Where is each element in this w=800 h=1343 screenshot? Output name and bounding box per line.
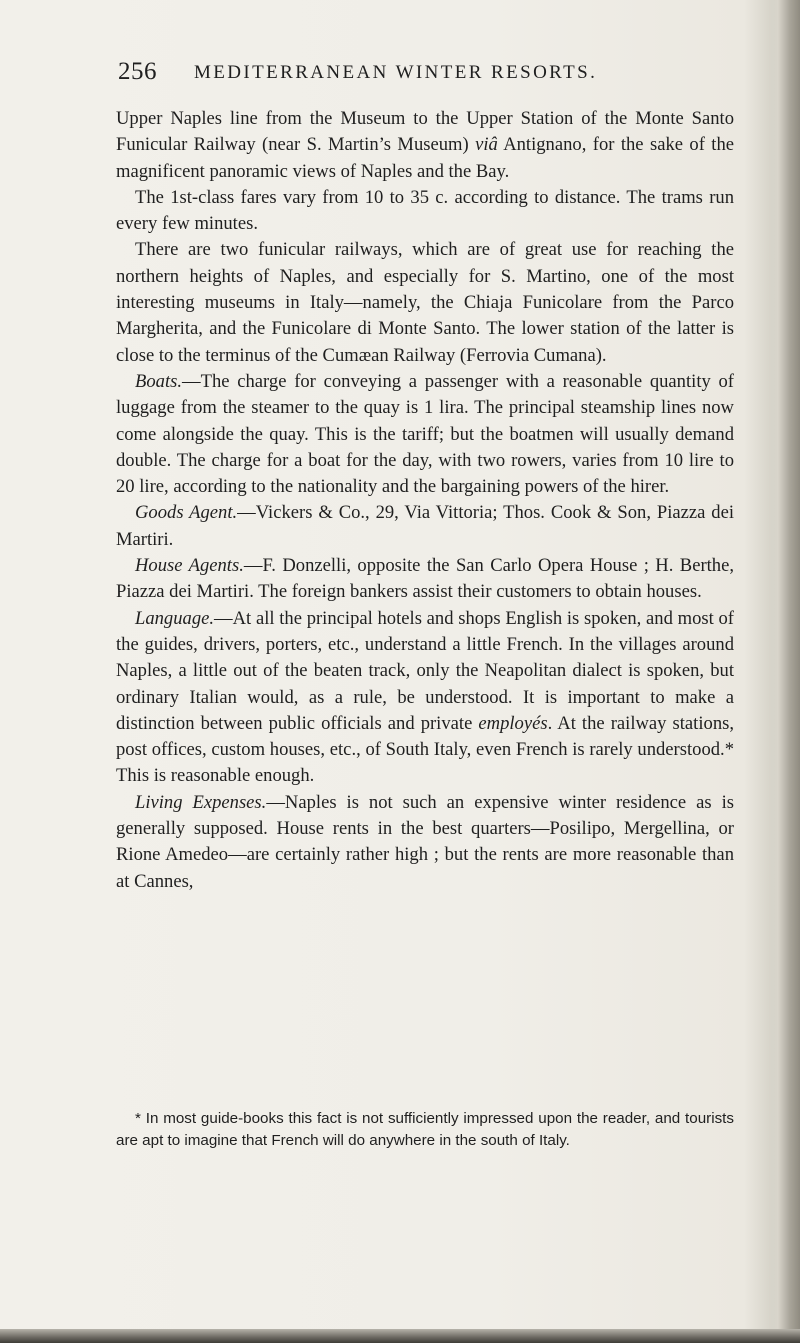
language-text-continued: . At the railway stations, post offices, custom houses, etc., of South Italy, even French is rarely understood.* This is reasonable enough. (116, 712, 734, 787)
paragraph-funiculars: There are two funicular railways, which are of great use for reaching the northern heights of Naples, and especially for S. Martino, one of the most interesting museums in Italy—namely, the Chiaja Funicolare from the Parco Margherita, and the Funicolare di Monte Santo. The lower station of the latter is close to the terminus of the Cumæan Railway (Ferrovia Cumana). (116, 239, 734, 366)
goods-agent-text: —Vickers & Co., 29, Via Vittoria; Thos. Cook & Son, Piazza dei Martiri. (116, 502, 734, 550)
footnote-text: * In most guide-books this fact is not sufficiently impressed upon the reader, and tourists are apt to imagine that French will do anywhere in the south of Italy. (116, 1110, 734, 1149)
paragraph-trams-route-text: Upper Naples line from the Museum to the Upper Station of the Monte Santo Funicular Railway (near S. Martin’s Museum) (116, 108, 734, 156)
language-heading: Language. (135, 607, 215, 629)
body-text (116, 106, 734, 895)
paragraph-house-agents (116, 553, 734, 606)
employes-word: employés (478, 712, 548, 734)
via-word: viâ (475, 134, 498, 156)
boats-text: —The charge for conveying a passenger with a reasonable quantity of luggage from the steamer to the quay is 1 lira. The principal steamship lines now come alongside the quay. This is the tariff; but the boatmen will usually demand double. The charge for a boat for the day, with two rowers, varies from 10 lire to 20 lire, according to the nationality and the bargaining powers of the hirer. (116, 370, 734, 498)
goods-agent-heading: Goods Agent. (135, 502, 238, 524)
house-agents-text: —F. Donzelli, opposite the San Carlo Opera House ; H. Berthe, Piazza dei Martiri. The foreign bankers assist their customers to obtain houses. (116, 555, 735, 603)
language-text: —At all the principal hotels and shops English is spoken, and most of the guides, drivers, porters, etc., understand a little French. In the villages around Naples, a little out of the beaten track, only the Neapolitan dialect is spoken, but ordinary Italian would, as a rule, be understood. It is important to make a distinction between public officials and private (116, 607, 734, 734)
page-binding-shadow (766, 0, 800, 1343)
paragraph-boats (116, 369, 734, 500)
boats-heading: Boats. (135, 370, 183, 392)
paragraph-goods-agent (116, 500, 734, 553)
paragraph-trams-route-rest: Antignano, for the sake of the magnificent panoramic views of Naples and the Bay. (116, 134, 735, 182)
paragraph-language (116, 606, 734, 790)
paragraph-trams-route (116, 106, 734, 185)
page-header (118, 58, 738, 98)
paragraph-living-expenses (116, 790, 734, 895)
footnote (116, 1108, 734, 1152)
running-head: MEDITERRANEAN WINTER RESORTS. (194, 62, 598, 83)
house-agents-heading: House Agents. (135, 555, 244, 577)
living-expenses-heading: Living Expenses. (135, 791, 267, 813)
page-number: 256 (118, 58, 157, 85)
paragraph-fares: The 1st-class fares vary from 10 to 35 c. according to distance. The trams run every few minutes. (116, 186, 734, 235)
page-bottom-edge (0, 1329, 800, 1343)
living-expenses-text: —Naples is not such an expensive winter residence as is generally supposed. House rents in the best quarters—Posilipo, Mergellina, or Rione Amedeo—are certainly rather high ; but the rents are more reasonable than at Cannes, (116, 791, 735, 892)
